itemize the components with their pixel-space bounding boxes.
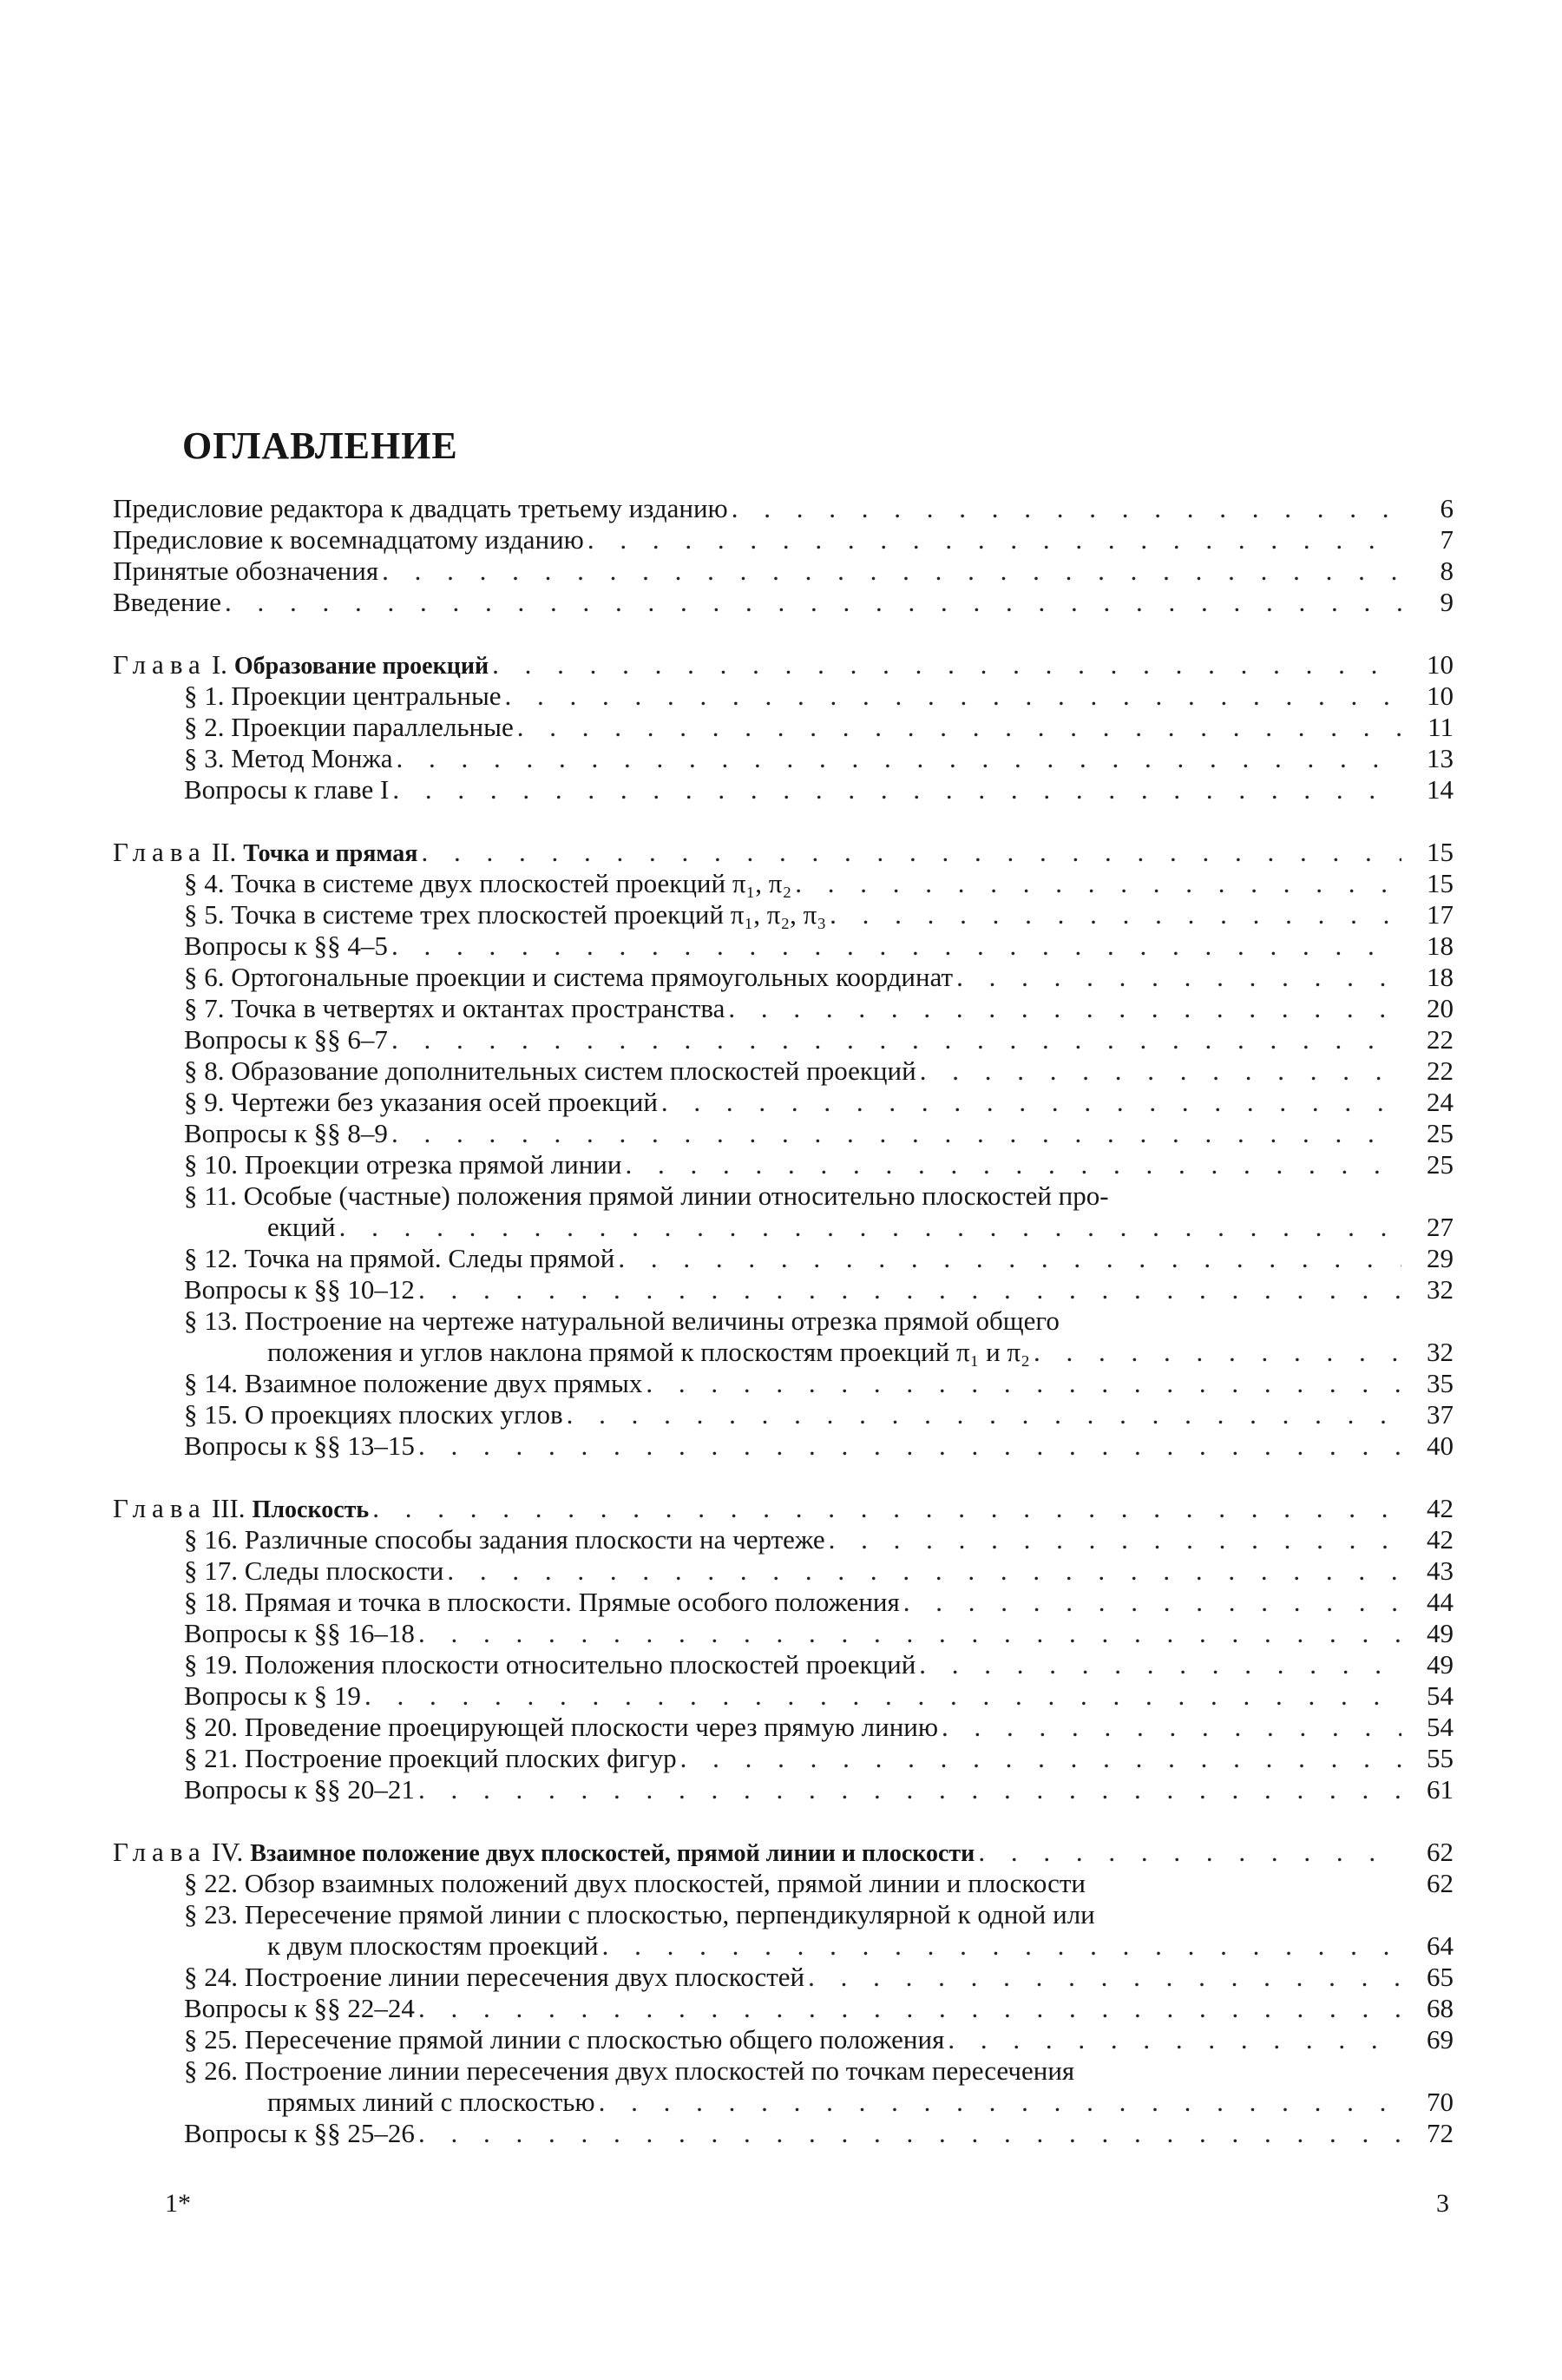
section-entry [113,1305,1454,1337]
dot-leader [502,680,1401,712]
entry-label: Предисловие редактора к двадцать третьему изданию [113,493,728,523]
section-entry [113,774,1454,805]
entry-label: Вопросы к §§ 6–7 [184,1024,388,1055]
section-entry [113,1243,1454,1274]
dot-leader [938,1712,1401,1743]
entry-label: Вопросы к §§ 16–18 [184,1618,415,1648]
dot-leader [725,993,1401,1024]
dot-leader [415,1774,1401,1805]
entry-page: 72 [1427,2118,1454,2148]
entry-page: 49 [1427,1618,1454,1648]
dot-leader [595,2087,1401,2118]
entry-label: Вопросы к §§ 8–9 [184,1118,388,1148]
entry-page: 49 [1427,1649,1454,1680]
chapter-number: III. [211,1493,246,1523]
dot-leader [975,1837,1401,1868]
entry-page: 8 [1440,556,1454,586]
entry-page: 13 [1427,743,1454,773]
entry-page: 54 [1427,1712,1454,1742]
entry-label: § 14. Взаимное положение двух прямых [184,1368,643,1398]
entry-page: 62 [1427,1868,1454,1898]
dot-leader [514,712,1401,743]
section-entry [113,1149,1454,1180]
entry-page: 10 [1427,680,1454,711]
entry-page: 69 [1427,2024,1454,2055]
section-entry [113,1430,1454,1462]
section-entry [113,899,1454,930]
table-of-contents [113,493,1454,2149]
entry-page: 37 [1427,1399,1454,1430]
dot-leader [415,1618,1401,1649]
dot-leader [361,1680,1401,1712]
entry-page: 17 [1427,899,1454,930]
section-entry [113,1055,1454,1087]
chapter-number: II. [211,837,237,867]
dot-leader [388,1024,1401,1055]
entry-label: § 10. Проекции отрезка прямой линии [184,1149,622,1180]
entry-page: 55 [1427,1743,1454,1773]
entry-label: § 19. Положения плоскости относительно плоскостей проекций [184,1649,916,1680]
entry-page: 14 [1427,774,1454,805]
front-matter-entry [113,587,1454,618]
section-entry [113,1774,1454,1805]
entry-page: 65 [1427,1962,1454,1992]
entry-page: 44 [1427,1587,1454,1617]
section-entry [113,1743,1454,1774]
entry-label: § 20. Проведение проецирующей плоскости через прямую линию [184,1712,939,1742]
section-entry [113,1993,1454,2024]
entry-page: 70 [1427,2087,1454,2117]
dot-leader [393,743,1402,774]
dot-leader [916,1649,1401,1680]
dot-leader [415,1274,1401,1305]
section-entry [113,993,1454,1024]
dot-leader [415,2118,1401,2149]
section-entry [113,2055,1454,2087]
entry-label: Вопросы к §§ 10–12 [184,1274,415,1305]
entry-label: § 16. Различные способы задания плоскости на чертеже [184,1524,825,1555]
entry-label: Введение [113,587,221,617]
entry-label: Принятые обозначения [113,556,379,586]
entry-page: 24 [1427,1087,1454,1117]
entry-page: 62 [1427,1837,1454,1867]
section-entry [113,1555,1454,1587]
entry-page: 25 [1427,1118,1454,1148]
dot-leader [489,649,1401,680]
section-entry [113,2118,1454,2149]
section-entry [113,1368,1454,1399]
entry-label: § 5. Точка в системе трех плоскостей проекций π₁, π₂, π₃ [184,899,827,930]
section-entry-continuation [113,1212,1454,1243]
entry-page: 15 [1427,868,1454,898]
entry-page: 27 [1427,1212,1454,1242]
dot-leader [642,1368,1401,1399]
dot-leader [336,1212,1401,1243]
entry-page: 42 [1427,1524,1454,1555]
entry-page: 32 [1427,1337,1454,1367]
dot-leader [825,1524,1401,1555]
entry-label: Вопросы к §§ 13–15 [184,1430,415,1461]
section-entry-continuation [113,1930,1454,1962]
dot-leader [622,1149,1402,1180]
dot-leader [443,1555,1401,1587]
section-entry [113,1962,1454,1993]
entry-label: Вопросы к §§ 20–21 [184,1774,415,1805]
page-title: ОГЛАВЛЕНИЕ [182,424,458,467]
section-entry [113,1024,1454,1055]
entry-page: 22 [1427,1024,1454,1055]
section-entry [113,1649,1454,1680]
entry-label: § 21. Построение проекций плоских фигур [184,1743,677,1773]
section-entry [113,743,1454,774]
entry-label: § 11. Особые (частные) положения прямой линии относительно плоскостей про- [184,1180,1109,1211]
entry-label: Вопросы к главе I [184,774,390,805]
entry-page: 18 [1427,930,1454,961]
chapter-title: Взаимное положение двух плоскостей, прямой линии и плоскости [250,1840,975,1867]
entry-page: 15 [1427,837,1454,867]
entry-label: § 24. Построение линии пересечения двух плоскостей [184,1962,805,1992]
dot-leader [953,962,1401,993]
section-entry [113,1868,1454,1899]
entry-label: § 23. Пересечение прямой линии с плоскостью, перпендикулярной к одной или [184,1899,1095,1930]
dot-leader [369,1493,1401,1524]
section-entry-continuation [113,1337,1454,1368]
entry-label: § 8. Образование дополнительных систем плоскостей проекций [184,1055,916,1086]
chapter-prefix: Глава [113,1493,207,1523]
dot-leader [728,493,1401,524]
entry-label: положения и углов наклона прямой к плоскостям проекций π₁ и π₂ [267,1337,1030,1367]
entry-page: 25 [1427,1149,1454,1180]
section-entry [113,1712,1454,1743]
entry-page: 20 [1427,993,1454,1023]
entry-label: § 22. Обзор взаимных положений двух плоскостей, прямой линии и плоскости [184,1868,1086,1898]
dot-leader [563,1399,1401,1430]
chapter-title: Плоскость [252,1496,370,1523]
page-number: 3 [1436,2189,1449,2218]
front-matter-entry [113,524,1454,556]
entry-page: 9 [1440,587,1454,617]
section-entry [113,1618,1454,1649]
front-matter-entry [113,556,1454,587]
entry-page: 64 [1427,1930,1454,1961]
entry-page: 54 [1427,1680,1454,1711]
entry-page: 11 [1427,712,1454,742]
entry-label: § 12. Точка на прямой. Следы прямой [184,1243,615,1273]
entry-label [113,649,489,682]
entry-page: 68 [1427,1993,1454,2023]
section-entry [113,868,1454,899]
dot-leader [900,1587,1401,1618]
dot-leader [388,930,1401,962]
entry-page: 6 [1440,493,1454,523]
entry-label: § 1. Проекции центральные [184,680,502,711]
chapter-heading [113,1493,1454,1524]
chapter-heading [113,649,1454,680]
chapter-heading [113,1837,1454,1868]
entry-label: § 2. Проекции параллельные [184,712,514,742]
entry-page: 29 [1427,1243,1454,1273]
dot-leader [944,2024,1401,2055]
entry-label: § 17. Следы плоскости [184,1555,444,1586]
section-entry [113,680,1454,712]
entry-page: 61 [1427,1774,1454,1805]
dot-leader [417,837,1401,868]
entry-label: § 18. Прямая и точка в плоскости. Прямые особого положения [184,1587,900,1617]
dot-leader [916,1055,1401,1087]
entry-label: к двум плоскостям проекций [267,1930,599,1961]
chapter-title: Образование проекций [233,653,489,680]
entry-label: § 6. Ортогональные проекции и система прямоугольных координат [184,962,954,992]
chapter-title: Точка и прямая [243,840,418,867]
entry-page: 10 [1427,649,1454,680]
entry-label: § 3. Метод Монжа [184,743,393,773]
entry-label [113,837,417,870]
entry-label: Вопросы к §§ 4–5 [184,930,388,961]
entry-label: § 4. Точка в системе двух плоскостей проекций π₁, π₂ [184,868,792,898]
dot-leader [658,1087,1401,1118]
section-entry-continuation [113,2087,1454,2118]
section-entry [113,2024,1454,2055]
section-entry [113,1899,1454,1930]
section-entry [113,1087,1454,1118]
entry-label: § 7. Точка в четвертях и октантах пространства [184,993,725,1023]
section-entry [113,1180,1454,1212]
dot-leader [1030,1337,1401,1368]
dot-leader [378,556,1401,587]
chapter-number: IV. [211,1837,244,1867]
entry-page: 43 [1427,1555,1454,1586]
section-entry [113,1587,1454,1618]
front-matter-entry [113,493,1454,524]
entry-label: § 15. О проекциях плоских углов [184,1399,563,1430]
entry-label [113,1493,369,1526]
entry-page: 7 [1440,524,1454,555]
dot-leader [804,1962,1401,1993]
entry-label: § 13. Построение на чертеже натуральной величины отрезка прямой общего [184,1305,1060,1336]
section-entry [113,1118,1454,1149]
entry-page: 22 [1427,1055,1454,1086]
entry-label: Предисловие к восемнадцатому изданию [113,524,584,555]
dot-leader [584,524,1401,556]
entry-label: екций [267,1212,336,1242]
dot-leader [599,1930,1401,1962]
entry-page: 32 [1427,1274,1454,1305]
dot-leader [677,1743,1401,1774]
entry-label: § 9. Чертежи без указания осей проекций [184,1087,658,1117]
entry-page: 18 [1427,962,1454,992]
entry-label: прямых линий с плоскостью [267,2087,595,2117]
signature-mark: 1* [165,2189,191,2218]
dot-leader [415,1430,1401,1462]
chapter-number: I. [211,649,227,680]
entry-page: 35 [1427,1368,1454,1398]
section-entry [113,962,1454,993]
entry-page: 42 [1427,1493,1454,1523]
dot-leader [415,1993,1401,2024]
entry-label: § 26. Построение линии пересечения двух плоскостей по точкам пересечения [184,2055,1075,2086]
section-entry [113,1524,1454,1555]
dot-leader [614,1243,1401,1274]
entry-label: Вопросы к §§ 22–24 [184,1993,415,2023]
chapter-prefix: Глава [113,1837,207,1867]
dot-leader [221,587,1401,618]
section-entry [113,1274,1454,1305]
dot-leader [389,774,1401,805]
section-entry [113,1680,1454,1712]
section-entry [113,930,1454,962]
section-entry [113,1399,1454,1430]
chapter-prefix: Глава [113,837,207,867]
chapter-prefix: Глава [113,649,207,680]
entry-label: § 25. Пересечение прямой линии с плоскостью общего положения [184,2024,945,2055]
section-entry [113,712,1454,743]
dot-leader [388,1118,1401,1149]
dot-leader [791,868,1401,899]
entry-label: Вопросы к § 19 [184,1680,361,1711]
entry-label [113,1837,975,1870]
entry-page: 40 [1427,1430,1454,1461]
dot-leader [826,899,1401,930]
chapter-heading [113,837,1454,868]
entry-label: Вопросы к §§ 25–26 [184,2118,415,2148]
